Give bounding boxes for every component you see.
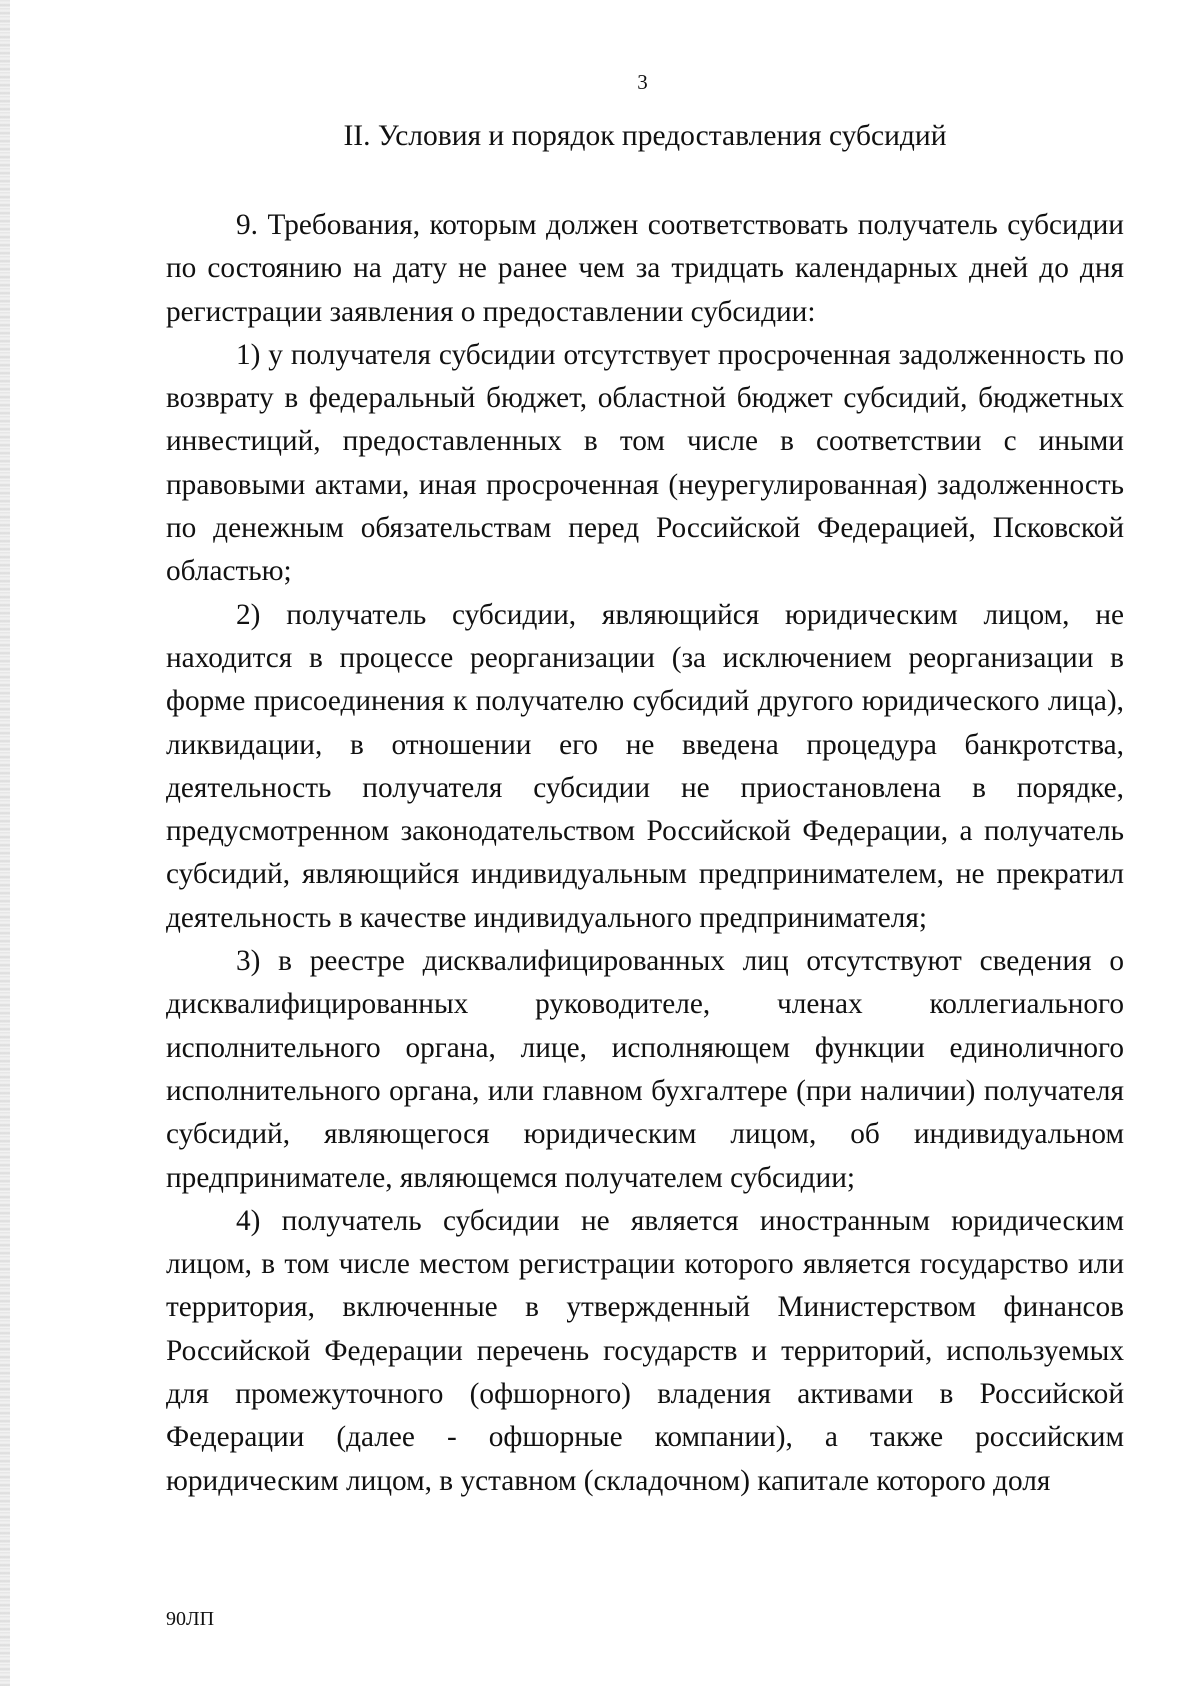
paragraph-item-9: 9. Требования, которым должен соответствовать получатель субсидии по состоянию на дату не ранее чем за тридцать календарных дней до дня регистрации заявления о предоставлении субсидии: xyxy=(166,209,1124,328)
footer-code: 90ЛП xyxy=(166,1608,215,1630)
paragraph-subitem-1: 1) у получателя субсидии отсутствует просроченная задолженность по возврату в федеральный бюджет, областной бюджет субсидий, бюджетных инвестиций, предоставленных в том числе в соответствии с иными правовыми актами, иная просроченная (неурегулированная) задолженность по денежным обязательствам перед Российской Федерацией, Псковской областью; xyxy=(166,338,1124,588)
paragraph-subitem-3: 3) в реестре дисквалифицированных лиц отсутствуют сведения о дисквалифицированных руководителе, членах коллегиального исполнительного органа, лице, исполняющем функции единоличного исполнительного органа, или главном бухгалтере (при наличии) получателя субсидий, являющегося юридическим лицом, об индивидуальном предпринимателе, являющемся получателем субсидии; xyxy=(166,945,1124,1194)
scan-edge xyxy=(0,0,10,1686)
body-text xyxy=(166,204,1124,1503)
paragraph-subitem-4: 4) получатель субсидии не является иностранным юридическим лицом, в том числе местом регистрации которого является государство или территория, включенные в утвержденный Министерством финансов Российской Федерации перечень государств и территорий, используемых для промежуточного (офшорного) владения активами в Российской Федерации (далее - офшорные компании), а также российским юридическим лицом, в уставном (складочном) капитале которого доля xyxy=(166,1204,1124,1497)
page-number: 3 xyxy=(637,70,648,94)
section-title: II. Условия и порядок предоставления субсидий xyxy=(343,120,947,152)
paragraph-subitem-2: 2) получатель субсидии, являющийся юридическим лицом, не находится в процессе реорганизации (за исключением реорганизации в форме присоединения к получателю субсидий другого юридического лица), ликвидации, в отношении его не введена процедура банкротства, деятельность получателя субсидии не приостановлена в порядке, предусмотренном законодательством Российской Федерации, а получатель субсидий, являющийся индивидуальным предпринимателем, не прекратил деятельность в качестве индивидуального предпринимателя; xyxy=(166,598,1124,934)
